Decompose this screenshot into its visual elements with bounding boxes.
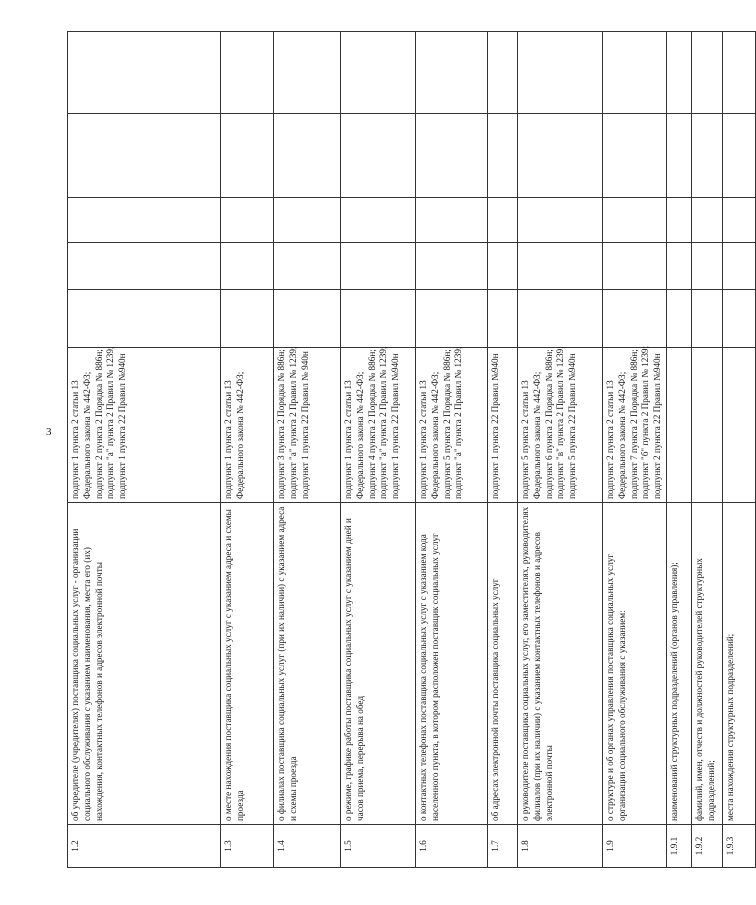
legal-basis-line: Федерального закона № 442-ФЗ; [234, 371, 245, 499]
empty-cell [603, 32, 667, 114]
empty-cell [691, 198, 722, 243]
legal-basis-line: подпункт "a" пункта 2 Правил № 1239; [453, 346, 464, 499]
row-legal-basis [666, 348, 691, 503]
legal-basis-line: подпункт 1 пункта 22 Правил №940н [490, 353, 500, 499]
row-legal-basis [221, 348, 274, 503]
legal-basis-line: Федерального закона № 442-ФЗ; [531, 371, 542, 499]
row-number: 1.9 [603, 825, 667, 868]
row-description: фамилий, имен, отчеств и должностей руководителей структурных подразделений; [691, 503, 722, 825]
empty-cell [691, 243, 722, 290]
row-number: 1.5 [341, 825, 416, 868]
legal-basis-line: подпункт "a" пункта 2 Правил № 1239; [105, 346, 116, 499]
row-legal-basis [416, 348, 488, 503]
legal-basis-line: подпункт 5 пункта 2 Порядка № 886н; [441, 349, 452, 499]
empty-cell [666, 198, 691, 243]
legal-basis-line: подпункт 1 пункта 22 Правил № 940н [299, 351, 310, 499]
empty-cell [416, 32, 488, 114]
empty-cell [488, 114, 518, 198]
empty-cell [68, 243, 221, 290]
table-row [416, 32, 488, 868]
row-description: о филиалах поставщика социальных услуг (при их наличии) с указанием адреса и схемы проезда [274, 503, 341, 825]
row-legal-basis [68, 348, 221, 503]
empty-cell [488, 290, 518, 348]
empty-cell [666, 243, 691, 290]
table-row [722, 32, 755, 868]
legal-basis-line: подпункт "в" пункта 2 Правил № 1239; [555, 346, 566, 499]
row-number: 1.3 [221, 825, 274, 868]
legal-basis-line: подпункт 4 пункта 2 Порядка № 886н; [366, 349, 377, 499]
empty-cell [274, 198, 341, 243]
legal-basis-line: Федерального закона № 442-ФЗ; [81, 371, 92, 499]
row-description: об учредителе (учредителях) поставщика социальных услуг - организации социального обслуживания с указанием наименования, места его (их) нахождения, контактных телефонов и адресов электронной почты [68, 503, 221, 825]
legal-basis-line: подпункт 7 пункта 2 Порядка № 886н; [628, 349, 639, 499]
empty-cell [341, 32, 416, 114]
empty-cell [68, 114, 221, 198]
empty-cell [722, 243, 755, 290]
empty-cell [691, 114, 722, 198]
row-description: о месте нахождения поставщика социальных услуг с указанием адреса и схемы проезда [221, 503, 274, 825]
table-row [221, 32, 274, 868]
row-legal-basis [722, 348, 755, 503]
row-number: 1.2 [68, 825, 221, 868]
row-description: о режиме, графике работы поставщика социальных услуг с указанием дней и часов приема, перерыва на обед [341, 503, 416, 825]
table-row [691, 32, 722, 868]
empty-cell [416, 114, 488, 198]
row-number: 1.8 [518, 825, 603, 868]
legal-basis-line: подпункт 1 пункта 22 Правил №940н [390, 353, 401, 499]
table-row [274, 32, 341, 868]
rotated-table-wrapper [67, 32, 735, 868]
empty-cell [274, 243, 341, 290]
empty-cell [341, 198, 416, 243]
empty-cell [488, 198, 518, 243]
empty-cell [691, 32, 722, 114]
row-description: о руководителе поставщика социальных услуг, его заместителях, руководителях филиалов (при их наличии) с указанием контактных телефонов и адресов электронной почты [518, 503, 603, 825]
legal-basis-line: подпункт 1 пункта 2 статьи 13 [70, 380, 80, 499]
empty-cell [221, 198, 274, 243]
legal-basis-line: подпункт 3 пункта 2 Порядка № 886н; [276, 349, 286, 499]
row-legal-basis [603, 345, 667, 503]
table-row [603, 32, 667, 868]
row-number: 1.9.3 [722, 825, 755, 868]
legal-basis-line: подпункт 2 пункта 2 Порядка № 886н; [93, 349, 104, 499]
row-number: 1.9.2 [691, 825, 722, 868]
empty-cell [274, 114, 341, 198]
legal-basis-line: подпункт "б" пункта 2 Правил № 1239; [640, 345, 651, 499]
row-legal-basis [691, 348, 722, 503]
legal-basis-line: подпункт 5 пункта 22 Правил №940н [567, 353, 578, 499]
legal-basis-line: подпункт 1 пункта 2 статьи 13 [418, 380, 428, 499]
table-row [68, 32, 221, 868]
empty-cell [518, 243, 603, 290]
empty-cell [68, 198, 221, 243]
row-legal-basis [274, 348, 341, 503]
legal-basis-line: подпункт 2 пункта 2 статьи 13 [605, 380, 615, 499]
empty-cell [274, 290, 341, 348]
empty-cell [68, 290, 221, 348]
empty-cell [722, 198, 755, 243]
empty-cell [603, 114, 667, 198]
row-description: наименований структурных подразделений (органов управления); [666, 503, 691, 825]
empty-cell [221, 243, 274, 290]
empty-cell [488, 32, 518, 114]
empty-cell [341, 243, 416, 290]
empty-cell [518, 32, 603, 114]
legal-basis-line: подпункт 2 пункта 22 Правил №940н [652, 353, 663, 499]
empty-cell [221, 290, 274, 348]
legal-basis-line: подпункт "a" пункта 2 Правил № 1239; [378, 346, 389, 499]
row-legal-basis [518, 348, 603, 503]
empty-cell [603, 290, 667, 348]
table-row [341, 32, 416, 868]
empty-cell [722, 32, 755, 114]
empty-cell [722, 114, 755, 198]
empty-cell [518, 114, 603, 198]
row-description: об адресах электронной почты поставщика социальных услуг [488, 503, 518, 825]
legal-basis-line: подпункт "a" пункта 2 Правил № 1239; [287, 346, 298, 499]
row-legal-basis [341, 348, 416, 503]
empty-cell [518, 290, 603, 348]
empty-cell [341, 290, 416, 348]
empty-cell [416, 198, 488, 243]
row-number: 1.4 [274, 825, 341, 868]
legal-basis-line: подпункт 1 пункта 22 Правил №940н [117, 353, 128, 499]
empty-cell [666, 114, 691, 198]
empty-cell [722, 290, 755, 348]
empty-cell [603, 243, 667, 290]
empty-cell [518, 198, 603, 243]
row-legal-basis [488, 348, 518, 503]
table-row [666, 32, 691, 868]
legal-basis-line: подпункт 1 пункта 2 статьи 13 [223, 380, 233, 499]
empty-cell [488, 243, 518, 290]
row-description: о контактных телефонах поставщика социальных услуг с указанием кода населенного пункта, в котором расположен поставщик социальных услуг [416, 503, 488, 825]
empty-cell [666, 290, 691, 348]
row-description: о структуре и об органах управления поставщика социальных услуг организации социального обслуживания с указанием: [603, 503, 667, 825]
legal-basis-line: Федерального закона № 442-ФЗ; [354, 371, 365, 499]
row-number: 1.9.1 [666, 825, 691, 868]
legal-basis-line: подпункт 5 пункта 2 статьи 13 [520, 380, 530, 499]
empty-cell [68, 32, 221, 114]
empty-cell [341, 114, 416, 198]
empty-cell [221, 114, 274, 198]
empty-cell [274, 32, 341, 114]
legal-basis-line: Федерального закона № 442-ФЗ; [616, 371, 627, 499]
page-number: 3 [46, 426, 52, 438]
legal-basis-line: подпункт 6 пункта 2 Порядка № 886н; [543, 349, 554, 499]
legal-basis-line: подпункт 1 пункта 2 статьи 13 [343, 380, 353, 499]
row-description: места нахождения структурных подразделений; [722, 503, 755, 825]
empty-cell [691, 290, 722, 348]
disclosure-table [67, 31, 756, 868]
legal-basis-line: Федерального закона № 442-ФЗ; [429, 371, 440, 499]
empty-cell [416, 243, 488, 290]
table-row [518, 32, 603, 868]
empty-cell [416, 290, 488, 348]
row-number: 1.6 [416, 825, 488, 868]
empty-cell [221, 32, 274, 114]
empty-cell [603, 198, 667, 243]
table-row [488, 32, 518, 868]
empty-cell [666, 32, 691, 114]
row-number: 1.7 [488, 825, 518, 868]
